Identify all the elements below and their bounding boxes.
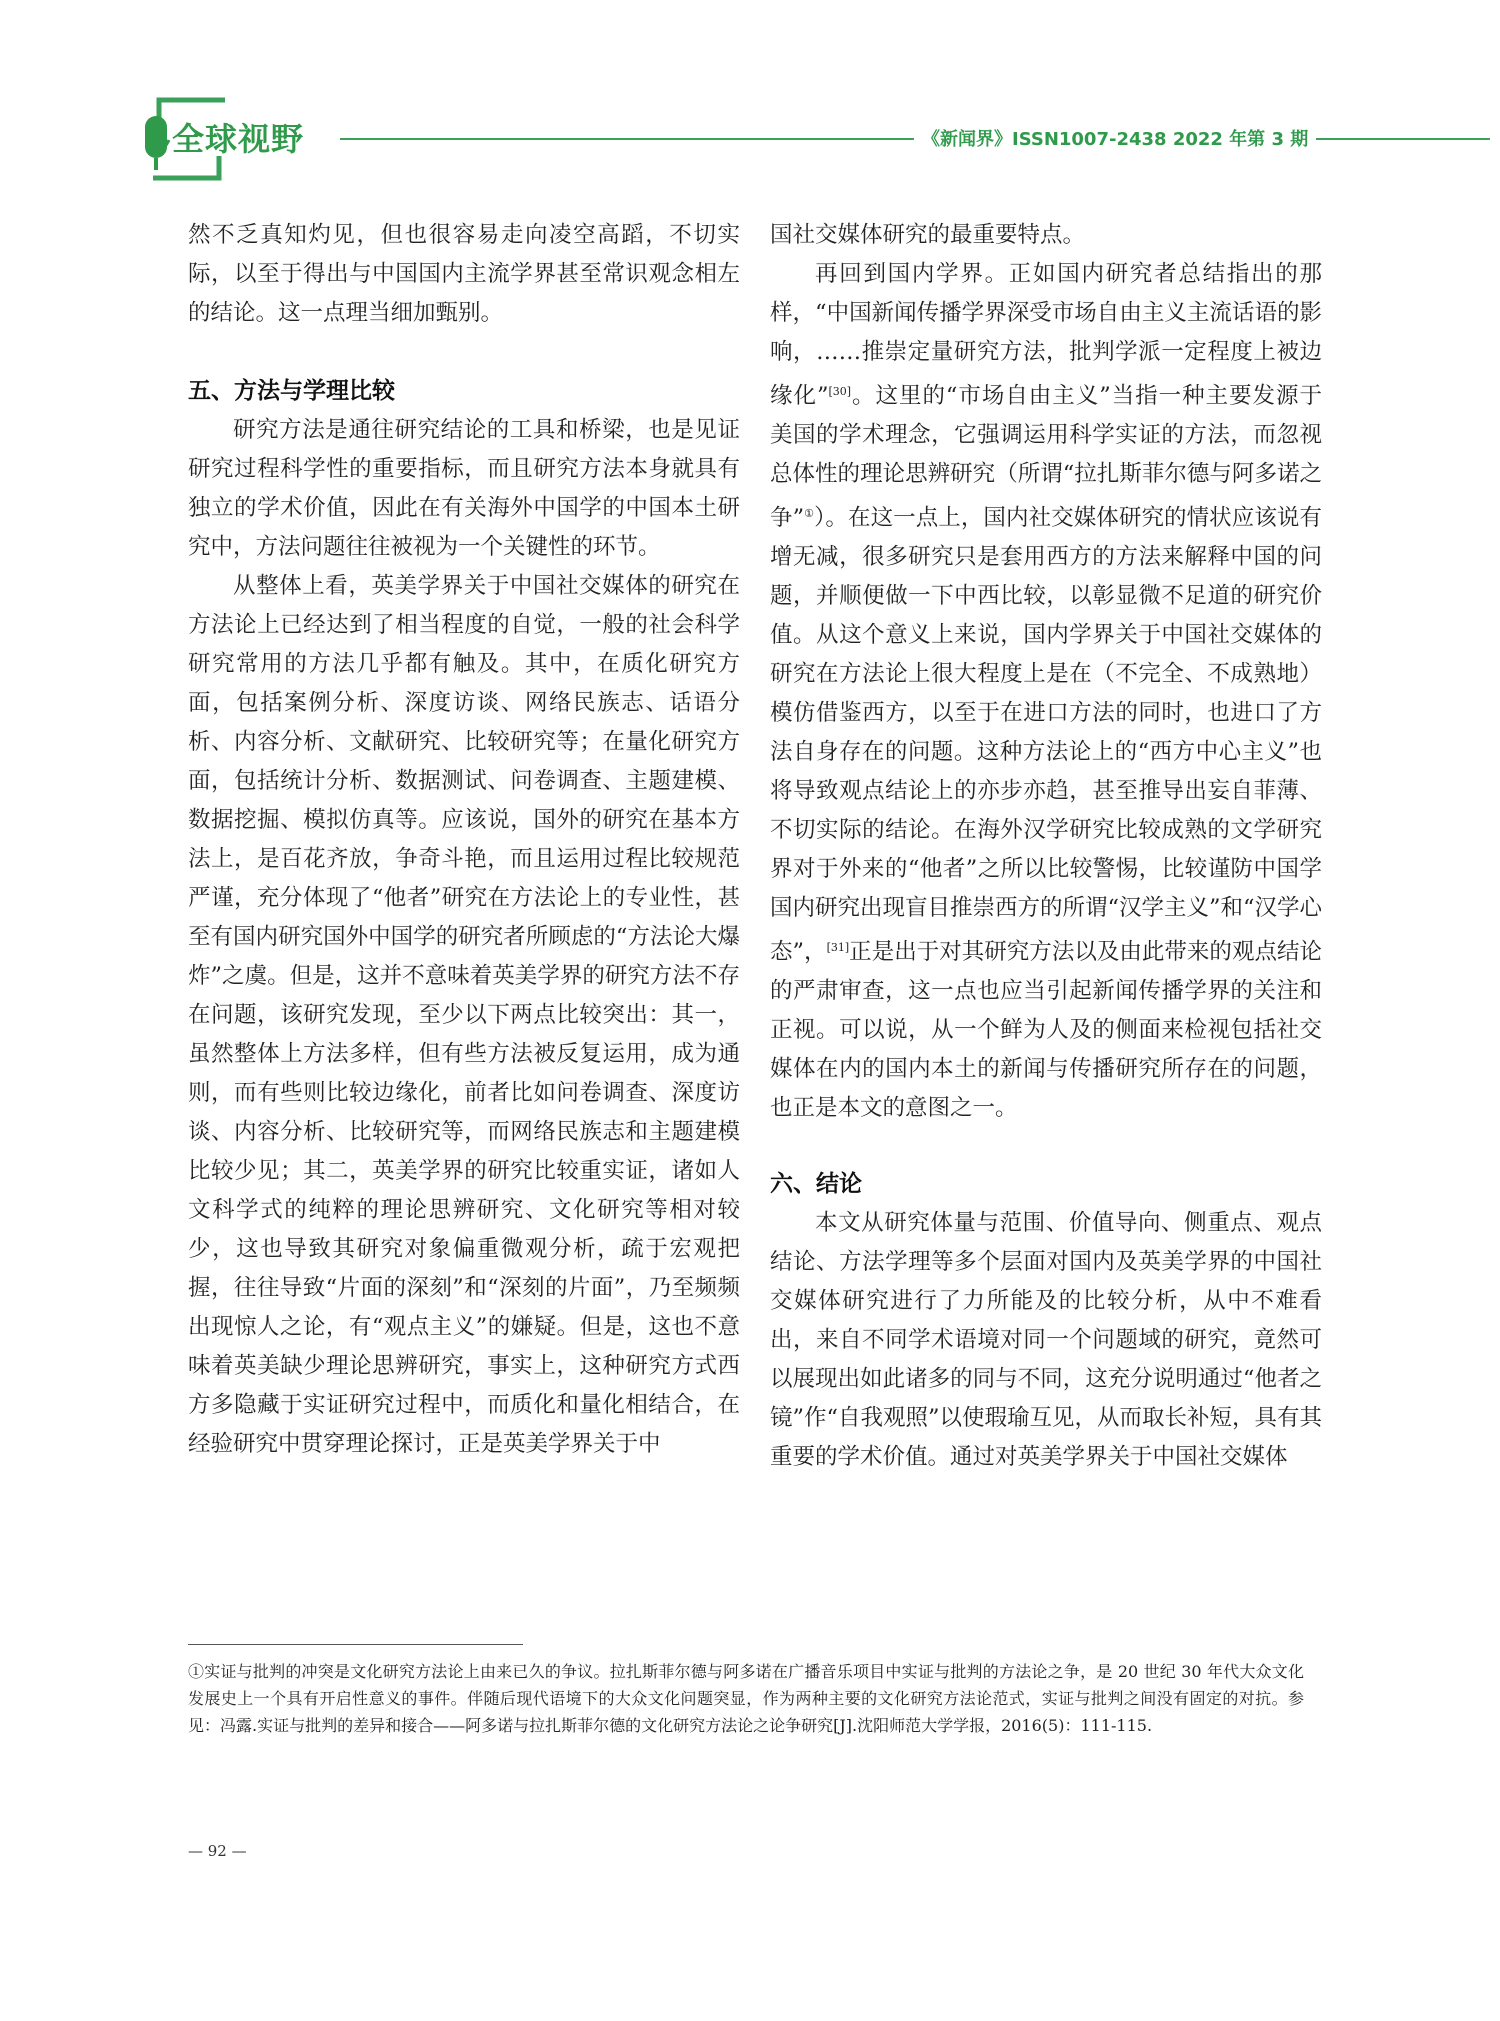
text-run: 正是出于对其研究方法以及由此带来的观点结论的严肃审查，这一点也应当引起新闻传播学界的关注和正视。可以说，从一个鲜为人及的侧面来检视包括社交媒体在内的国内本土的新闻与传播研究所存在的问题，也正是本文的意图之一。 (770, 939, 1322, 1121)
paragraph: 本文从研究体量与范围、价值导向、侧重点、观点结论、方法学理等多个层面对国内及英美学界的中国社交媒体研究进行了力所能及的比较分析，从中不难看出，来自不同学术语境对同一个问题域的研究，竟然可以展现出如此诸多的同与不同，这充分说明通过“他者之镜”作“自我观照”以使瑕瑜互见，从而取长补短，具有其重要的学术价值。通过对英美学界关于中国社交媒体 (770, 1210, 1323, 1470)
text-run: 。这里的“市场自由主义”当指一种主要发源于美国的学术理念，它强调运用科学实证的方法，而忽视总体性的理论思辨研究（所谓“拉扎斯菲尔德与阿多诺之争” (770, 383, 1322, 531)
section-name: 全球视野 (172, 120, 305, 158)
citation-30: [30] (828, 385, 852, 398)
paragraph: 国社交媒体研究的最重要特点。 (770, 222, 1086, 248)
paragraph (770, 255, 1322, 1128)
citation-31: [31] (826, 941, 850, 954)
header-rule-left (340, 138, 914, 140)
journal-info: 《新闻界》ISSN1007-2438 2022 年第 3 期 (922, 129, 1309, 150)
text-run: 再回到国内学界。正如国内研究者总结指出的那样，“中国新闻传播学界深受市场自由主义主流话语的影响，……推崇定量研究方法，批判学派一定程度上被边缘化” (770, 261, 1322, 409)
footnote: ①实证与批判的冲突是文化研究方法论上由来已久的争议。拉扎斯菲尔德与阿多诺在广播音乐项目中实证与批判的方法论之争，是 20 世纪 30 年代大众文化发展史上一个具有开启性意义的事件。伴随后现代语境下的大众文化问题突显，作为两种主要的文化研究方法论范式，实证与批判之间没有固定的对抗。参见：冯露.实证与批判的差异和接合——阿多诺与拉扎斯菲尔德的文化研究方法论之论争研究[J].沈阳师范大学学报，2016(5)：111-115. (188, 1662, 1304, 1735)
page-header (0, 0, 1500, 220)
paragraph: 然不乏真知灼见，但也很容易走向凌空高蹈，不切实际，以至于得出与中国国内主流学界甚至常识观念相左的结论。这一点理当细加甄别。 (188, 222, 740, 326)
header-rule-right (1316, 138, 1490, 140)
text-run: ）。在这一点上，国内社交媒体研究的情状应该说有增无减，很多研究只是套用西方的方法来解释中国的问题，并顺便做一下中西比较，以彰显微不足道的研究价值。从这个意义上来说，国内学界关于中国社交媒体的研究在方法论上很大程度上是在（不完全、不成熟地）模仿借鉴西方，以至于在进口方法的同时，也进口了方法自身存在的问题。这种方法论上的“西方中心主义”也将导致观点结论上的亦步亦趋，甚至推导出妄自菲薄、不切实际的结论。在海外汉学研究比较成熟的文学研究界对于外来的“他者”之所以比较警惕，比较谨防中国学国内研究出现盲目推崇西方的所谓“汉学主义”和“汉学心态”， (770, 505, 1323, 965)
left-column (188, 216, 740, 1464)
section-heading-6: 六、结论 (770, 1171, 862, 1197)
page-number: — 92 — (188, 1842, 247, 1860)
paragraph: 研究方法是通往研究结论的工具和桥梁，也是见证研究过程科学性的重要指标，而且研究方法本身就具有独立的学术价值，因此在有关海外中国学的中国本土研究中，方法问题往往被视为一个关键性的环节。 (188, 417, 740, 560)
footnote-marker-1: ① (804, 507, 815, 520)
footnote-divider (188, 1644, 523, 1645)
section-heading-5: 五、方法与学理比较 (188, 378, 395, 404)
right-column (770, 216, 1322, 1477)
paragraph: 从整体上看，英美学界关于中国社交媒体的研究在方法论上已经达到了相当程度的自觉，一般的社会科学研究常用的方法几乎都有触及。其中，在质化研究方面，包括案例分析、深度访谈、网络民族志、话语分析、内容分析、文献研究、比较研究等；在量化研究方面，包括统计分析、数据测试、问卷调查、主题建模、数据挖掘、模拟仿真等。应该说，国外的研究在基本方法上，是百花齐放，争奇斗艳，而且运用过程比较规范严谨，充分体现了“他者”研究在方法论上的专业性，甚至有国内研究国外中国学的研究者所顾虑的“方法论大爆炸”之虞。但是，这并不意味着英美学界的研究方法不存在问题，该研究发现，至少以下两点比较突出：其一，虽然整体上方法多样，但有些方法被反复运用，成为通则，而有些则比较边缘化，前者比如问卷调查、深度访谈、内容分析、比较研究等，而网络民族志和主题建模比较少见；其二，英美学界的研究比较重实证，诸如人文科学式的纯粹的理论思辨研究、文化研究等相对较少，这也导致其研究对象偏重微观分析，疏于宏观把握，往往导致“片面的深刻”和“深刻的片面”，乃至频频出现惊人之论，有“观点主义”的嫌疑。但是，这也不意味着英美缺少理论思辨研究，事实上，这种研究方式西方多隐藏于实证研究过程中，而质化和量化相结合，在经验研究中贯穿理论探讨，正是英美学界关于中 (188, 573, 740, 1457)
